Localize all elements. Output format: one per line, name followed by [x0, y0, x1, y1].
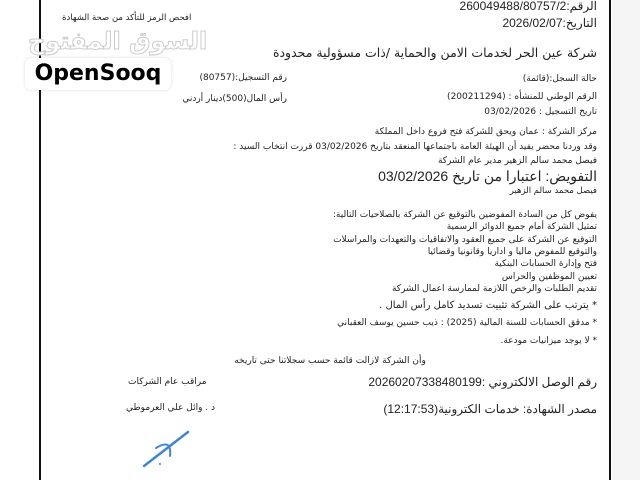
general-manager: فيصل محمد سالم الزهير مدير عام الشركة [437, 156, 597, 166]
registry-status: حالة السجل:(قائمة) [522, 74, 597, 84]
delegation-heading: التفويض: اعتبارا من تاريخ 03/02/2026 [378, 168, 597, 184]
registration-date: تاريخ التسجيل : 03/02/2026 [484, 107, 597, 117]
headquarters: مركز الشركة : عمان ويحق للشركة فتح فروع داخل المملكة [374, 127, 597, 137]
power-item: فتح وإدارة الحسابات البنكية [494, 259, 597, 269]
official-title: مراقب عام الشركات [128, 377, 207, 387]
official-name: د . وائل علي العرموطي [126, 403, 216, 413]
minutes-statement: وقد وردنا محضر يفيد أن الهيئة العامة باجتماعها المنعقد بتاريخ 03/02/2026 قررت انتخاب السيد : [233, 142, 597, 152]
watermark-opensooq: OpenSooq [25, 58, 171, 90]
validity-statement: وأن الشركة لازالت قائمة حسب سجلاتنا حتى تاريخه [234, 356, 426, 366]
right-border [609, 0, 611, 480]
power-item: التوقيع عن الشركة على جميع العقود والاتفاقيات والتعهدات والمراسلات [333, 235, 597, 245]
verify-note: افحص الرمز للتأكد من صحة الشهادة [62, 13, 192, 23]
note-item: * لا يوجد ميزانيات مودعة. [500, 336, 597, 346]
delegate-name: فيصل محمد سالم الزهير [509, 186, 597, 196]
power-item: تمثيل الشركة أمام جميع الدوائر الرسمية [446, 222, 597, 232]
company-title: شركة عين الحر لخدمات الامن والحماية /ذات مسؤولية محدودة [272, 45, 597, 60]
note-item: * يترتب على الشركة تثبيت تسديد كامل رأس المال . [379, 300, 597, 311]
power-item: تقديم الطلبات والرخص اللازمة لممارسة اعمال الشركة [391, 284, 597, 294]
capital: رأس المال(500)دينار أردني [182, 94, 287, 104]
watermark-arabic: السوق المفتوح [28, 27, 208, 55]
issue-date: التاريخ:2026/02/07 [502, 16, 597, 30]
reference-number: الرقم:260049488/80757/2 [459, 0, 597, 13]
power-item: والتوقيع للمفوض ماليا و اداريا وقانونيا وقضائيا [427, 247, 597, 257]
power-item: تعيين الموظفين والحراس [501, 272, 597, 282]
receipt-number: رقم الوصل الالكتروني :20260207338480199 [368, 375, 597, 389]
note-item: * مدقق الحسابات للسنة المالية (2025) : ذيب حسين يوسف العقباني [337, 318, 597, 328]
right-margin [612, 0, 640, 480]
power-item: يفوض كل من السادة المفوضين بالتوقيع عن الشركة بالصلاحيات التالية: [332, 210, 597, 220]
national-number: الرقم الوطني للمنشأه : (200211294) [447, 92, 597, 102]
signature [138, 428, 194, 470]
registration-number: رقم التسجيل:(80757) [199, 73, 287, 83]
certificate-source: مصدر الشهادة: خدمات الكترونية(12:17:53) [383, 402, 597, 416]
